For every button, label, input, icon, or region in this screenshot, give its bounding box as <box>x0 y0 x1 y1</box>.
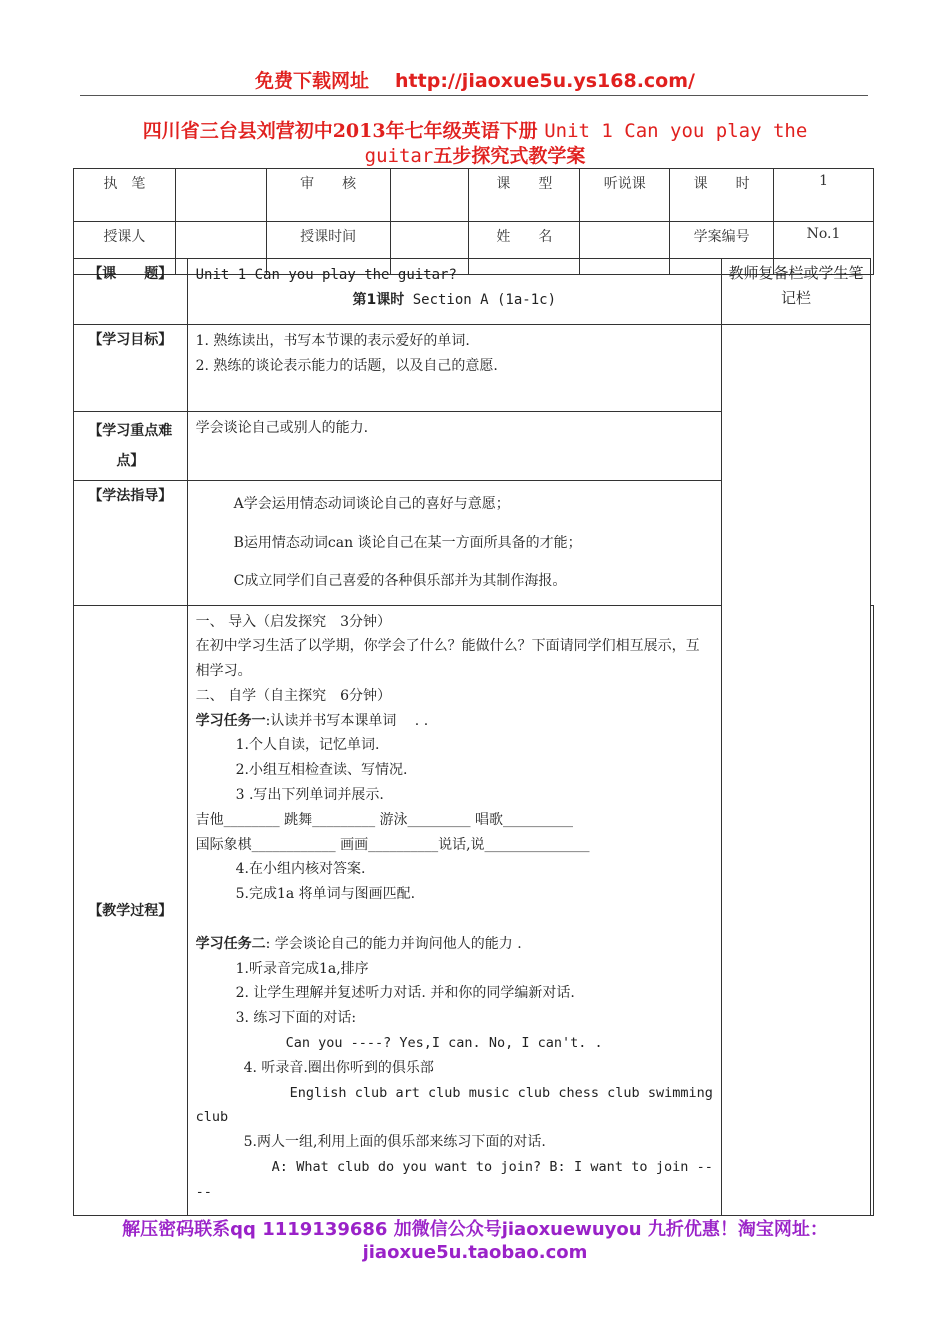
task2-step: 5.两人一组,利用上面的俱乐部来练习下面的对话. <box>243 1134 546 1151</box>
document-title <box>70 119 880 169</box>
task2-step: 4. 听录音.圈出你听到的俱乐部 <box>243 1059 434 1076</box>
spacer <box>196 907 713 932</box>
process-label: 【教学过程】 <box>74 605 188 1215</box>
page-footer <box>0 1218 950 1264</box>
method-label: 【学法指导】 <box>74 481 188 606</box>
process-step2: 二、 自学（自主探究 6分钟） <box>195 687 391 704</box>
task1-step: 5.完成1a 将单词与图画匹配. <box>235 886 416 903</box>
process-step1-text: 在初中学习生活了以学期，你学会了什么？能做什么？下面请同学们相互展示，互相学习。 <box>195 638 700 680</box>
info-cell: 1 <box>774 169 874 222</box>
task2-step: 1.听录音完成1a,排序 <box>235 960 369 977</box>
goal-item: 1. 熟练读出，书写本节课的表示爱好的单词. <box>195 333 470 349</box>
task2-step: 2. 让学生理解并复述听力对话. 并和你的同学编新对话. <box>235 985 575 1002</box>
topic-line2 <box>196 288 713 313</box>
info-cell: 姓 名 <box>469 222 580 275</box>
info-row <box>74 169 874 222</box>
topic-content <box>187 259 721 325</box>
task2-label: 学习任务二 <box>195 935 266 952</box>
footer-line1: 解压密码联系qq 1119139686 加微信公众号jiaoxuewuyou 九折优惠！淘宝网址： <box>122 1219 828 1240</box>
topic-line1: Unit 1 Can you play the guitar? <box>195 267 457 283</box>
word-blanks-row: 吉他________ 跳舞_________ 游泳_________ 唱歌__________ <box>195 811 573 828</box>
dialog-practice: A: What club do you want to join? B: I want to join ---- <box>195 1159 713 1200</box>
title-line1-en: Unit 1 Can you play the <box>544 120 808 142</box>
info-cell: 课 型 <box>469 169 580 222</box>
process-content <box>187 605 721 1215</box>
title-line2-cn: 五步探究式教学案 <box>433 145 586 167</box>
page-header <box>0 66 950 93</box>
info-cell: 授课人 <box>74 222 176 275</box>
goal-item: 2. 熟练的谈论表示能力的话题，以及自己的意愿. <box>195 357 498 374</box>
info-cell: 学案编号 <box>670 222 774 275</box>
notes-column <box>721 325 870 1216</box>
topic-label: 【课 题】 <box>74 259 188 325</box>
method-item: C成立同学们自己喜爱的各种俱乐部并为其制作海报。 <box>233 573 567 589</box>
goals-row <box>74 325 874 412</box>
info-cell: 课 时 <box>670 169 774 222</box>
dialog-example: Can you ----? Yes,I can. No, I can't. . <box>285 1035 603 1052</box>
task2-step: 3. 练习下面的对话: <box>235 1010 357 1027</box>
info-cell: 听说课 <box>580 169 670 222</box>
header-divider <box>80 95 868 96</box>
title-line2-en: guitar <box>364 145 434 167</box>
info-cell <box>175 169 266 222</box>
task1-step: 3 .写出下列单词并展示. <box>235 787 384 804</box>
topic-section: Section A (1a-1c) <box>404 291 556 308</box>
notes-column-header: 教师复备栏或学生笔记栏 <box>721 259 870 325</box>
title-line1-cn: 四川省三台县刘营初中2013年七年级英语下册 <box>142 120 538 142</box>
method-item: A学会运用情态动词谈论自己的喜好与意愿； <box>233 496 510 512</box>
lesson-table <box>73 258 874 1216</box>
info-cell <box>390 169 469 222</box>
task1-step: 2.小组互相检查读、写情况. <box>235 762 408 779</box>
notes-column <box>871 605 874 1215</box>
topic-row <box>74 259 874 325</box>
method-item: B运用情态动词can 谈论自己在某一方面所具备的才能； <box>233 534 582 551</box>
header-label: 免费下载网址 <box>255 70 370 92</box>
task1 <box>196 709 713 734</box>
task2-text: : 学会谈论自己的能力并询问他人的能力 . <box>265 935 522 952</box>
info-cell: 授课时间 <box>266 222 390 275</box>
topic-lesson: 第1课时 <box>352 291 405 308</box>
method-content <box>187 481 721 606</box>
word-blanks-row: 国际象棋____________ 画画__________说话,说_______________ <box>195 836 590 853</box>
task1-label: 学习任务一 <box>195 712 266 729</box>
info-cell: 审 核 <box>266 169 390 222</box>
goals-label: 【学习目标】 <box>74 325 188 412</box>
task1-text: :认读并书写本课单词 . . <box>265 712 429 729</box>
goals-content <box>187 325 721 412</box>
clubs-list: English club art club music club chess club swimming club <box>195 1084 713 1126</box>
task1-step: 4.在小组内核对答案. <box>235 861 366 878</box>
task2 <box>196 932 713 957</box>
info-cell: 执 笔 <box>74 169 176 222</box>
key-content: 学会谈论自己或别人的能力. <box>187 412 721 481</box>
footer-link[interactable]: jiaoxue5u.taobao.com <box>362 1242 588 1263</box>
info-cell: No.1 <box>774 222 874 275</box>
key-label: 【学习重点难点】 <box>74 412 188 481</box>
header-url[interactable]: http://jiaoxue5u.ys168.com/ <box>395 70 695 92</box>
process-step1: 一、 导入（启发探究 3分钟） <box>195 613 391 630</box>
task1-step: 1.个人自读，记忆单词. <box>235 737 380 754</box>
